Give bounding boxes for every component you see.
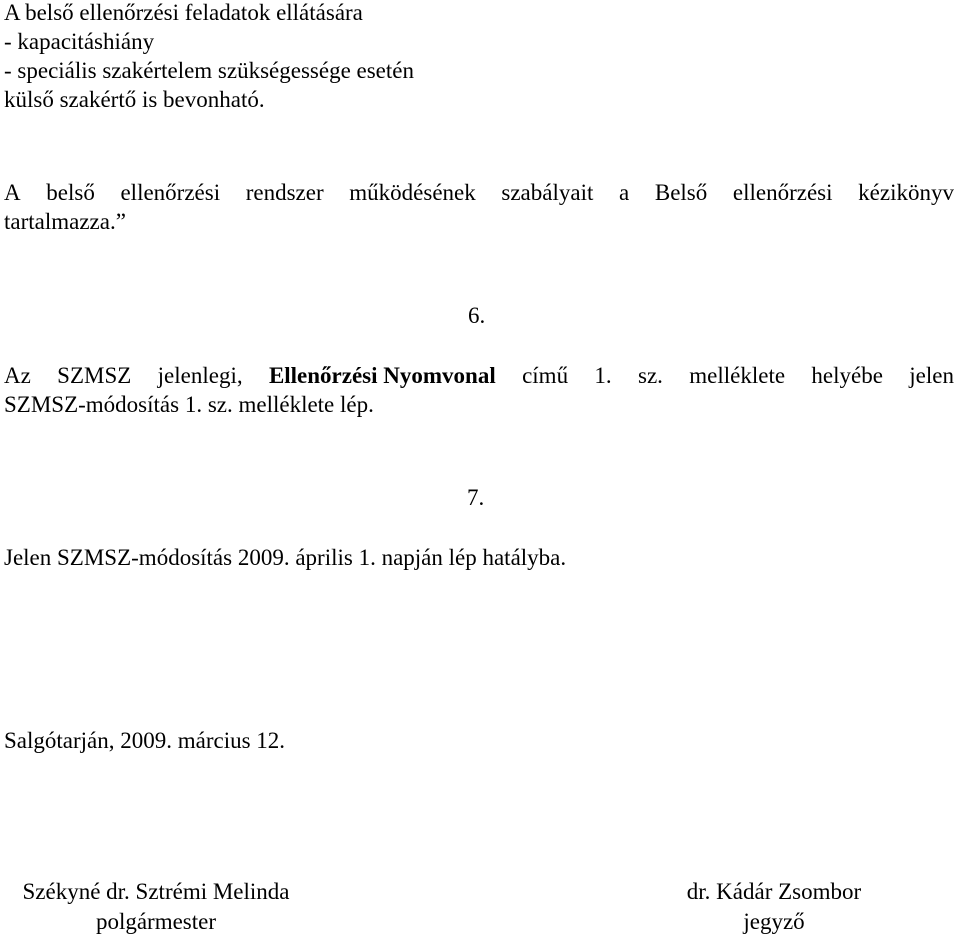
rules-paragraph-line-1 <box>4 179 954 207</box>
word: SZMSZ <box>57 363 132 388</box>
signature-name: dr. Kádár Zsombor <box>686 879 862 904</box>
rules-paragraph-line-2: tartalmazza.” <box>4 209 126 234</box>
word: rendszer <box>245 180 324 205</box>
word: jelenlegi, <box>157 363 243 388</box>
word: belső <box>46 180 95 205</box>
word: jelen <box>909 363 954 388</box>
signature-name: Székyné dr. Sztrémi Melinda <box>22 879 290 904</box>
word: ellenőrzési <box>732 180 833 205</box>
signature-notary <box>664 877 884 937</box>
word: kézikönyv <box>858 180 954 205</box>
word: sz. <box>638 363 663 388</box>
word: ellenőrzési <box>120 180 221 205</box>
word: szabályait <box>501 180 594 205</box>
section-7-text: Jelen SZMSZ-módosítás 2009. április 1. napján lép hatályba. <box>4 545 567 570</box>
bold-title: Ellenőrzési Nyomvonal <box>268 363 496 388</box>
intro-line-4: külső szakértő is bevonható. <box>4 87 265 112</box>
word: 1. <box>594 363 612 388</box>
place-date: Salgótarján, 2009. március 12. <box>4 728 286 753</box>
section-6-line-2: SZMSZ-módosítás 1. sz. melléklete lép. <box>4 392 374 417</box>
word: A <box>4 180 21 205</box>
section-7-number: 7. <box>467 485 485 510</box>
signature-title: jegyző <box>743 909 805 934</box>
word: a <box>619 180 630 205</box>
word: című <box>522 363 569 388</box>
section-6-line-1 <box>4 362 954 390</box>
word: Az <box>4 363 31 388</box>
section-6-number: 6. <box>468 303 486 328</box>
word: melléklete <box>689 363 786 388</box>
intro-line-1: A belső ellenőrzési feladatok ellátására <box>4 0 363 25</box>
intro-line-3: - speciális szakértelem szükségessége esetén <box>4 58 414 83</box>
signature-mayor <box>0 877 312 937</box>
signature-title: polgármester <box>95 909 217 934</box>
intro-line-2: - kapacitáshiány <box>4 29 155 54</box>
word: helyébe <box>811 363 883 388</box>
word: működésének <box>349 180 476 205</box>
word: Belső <box>654 180 708 205</box>
